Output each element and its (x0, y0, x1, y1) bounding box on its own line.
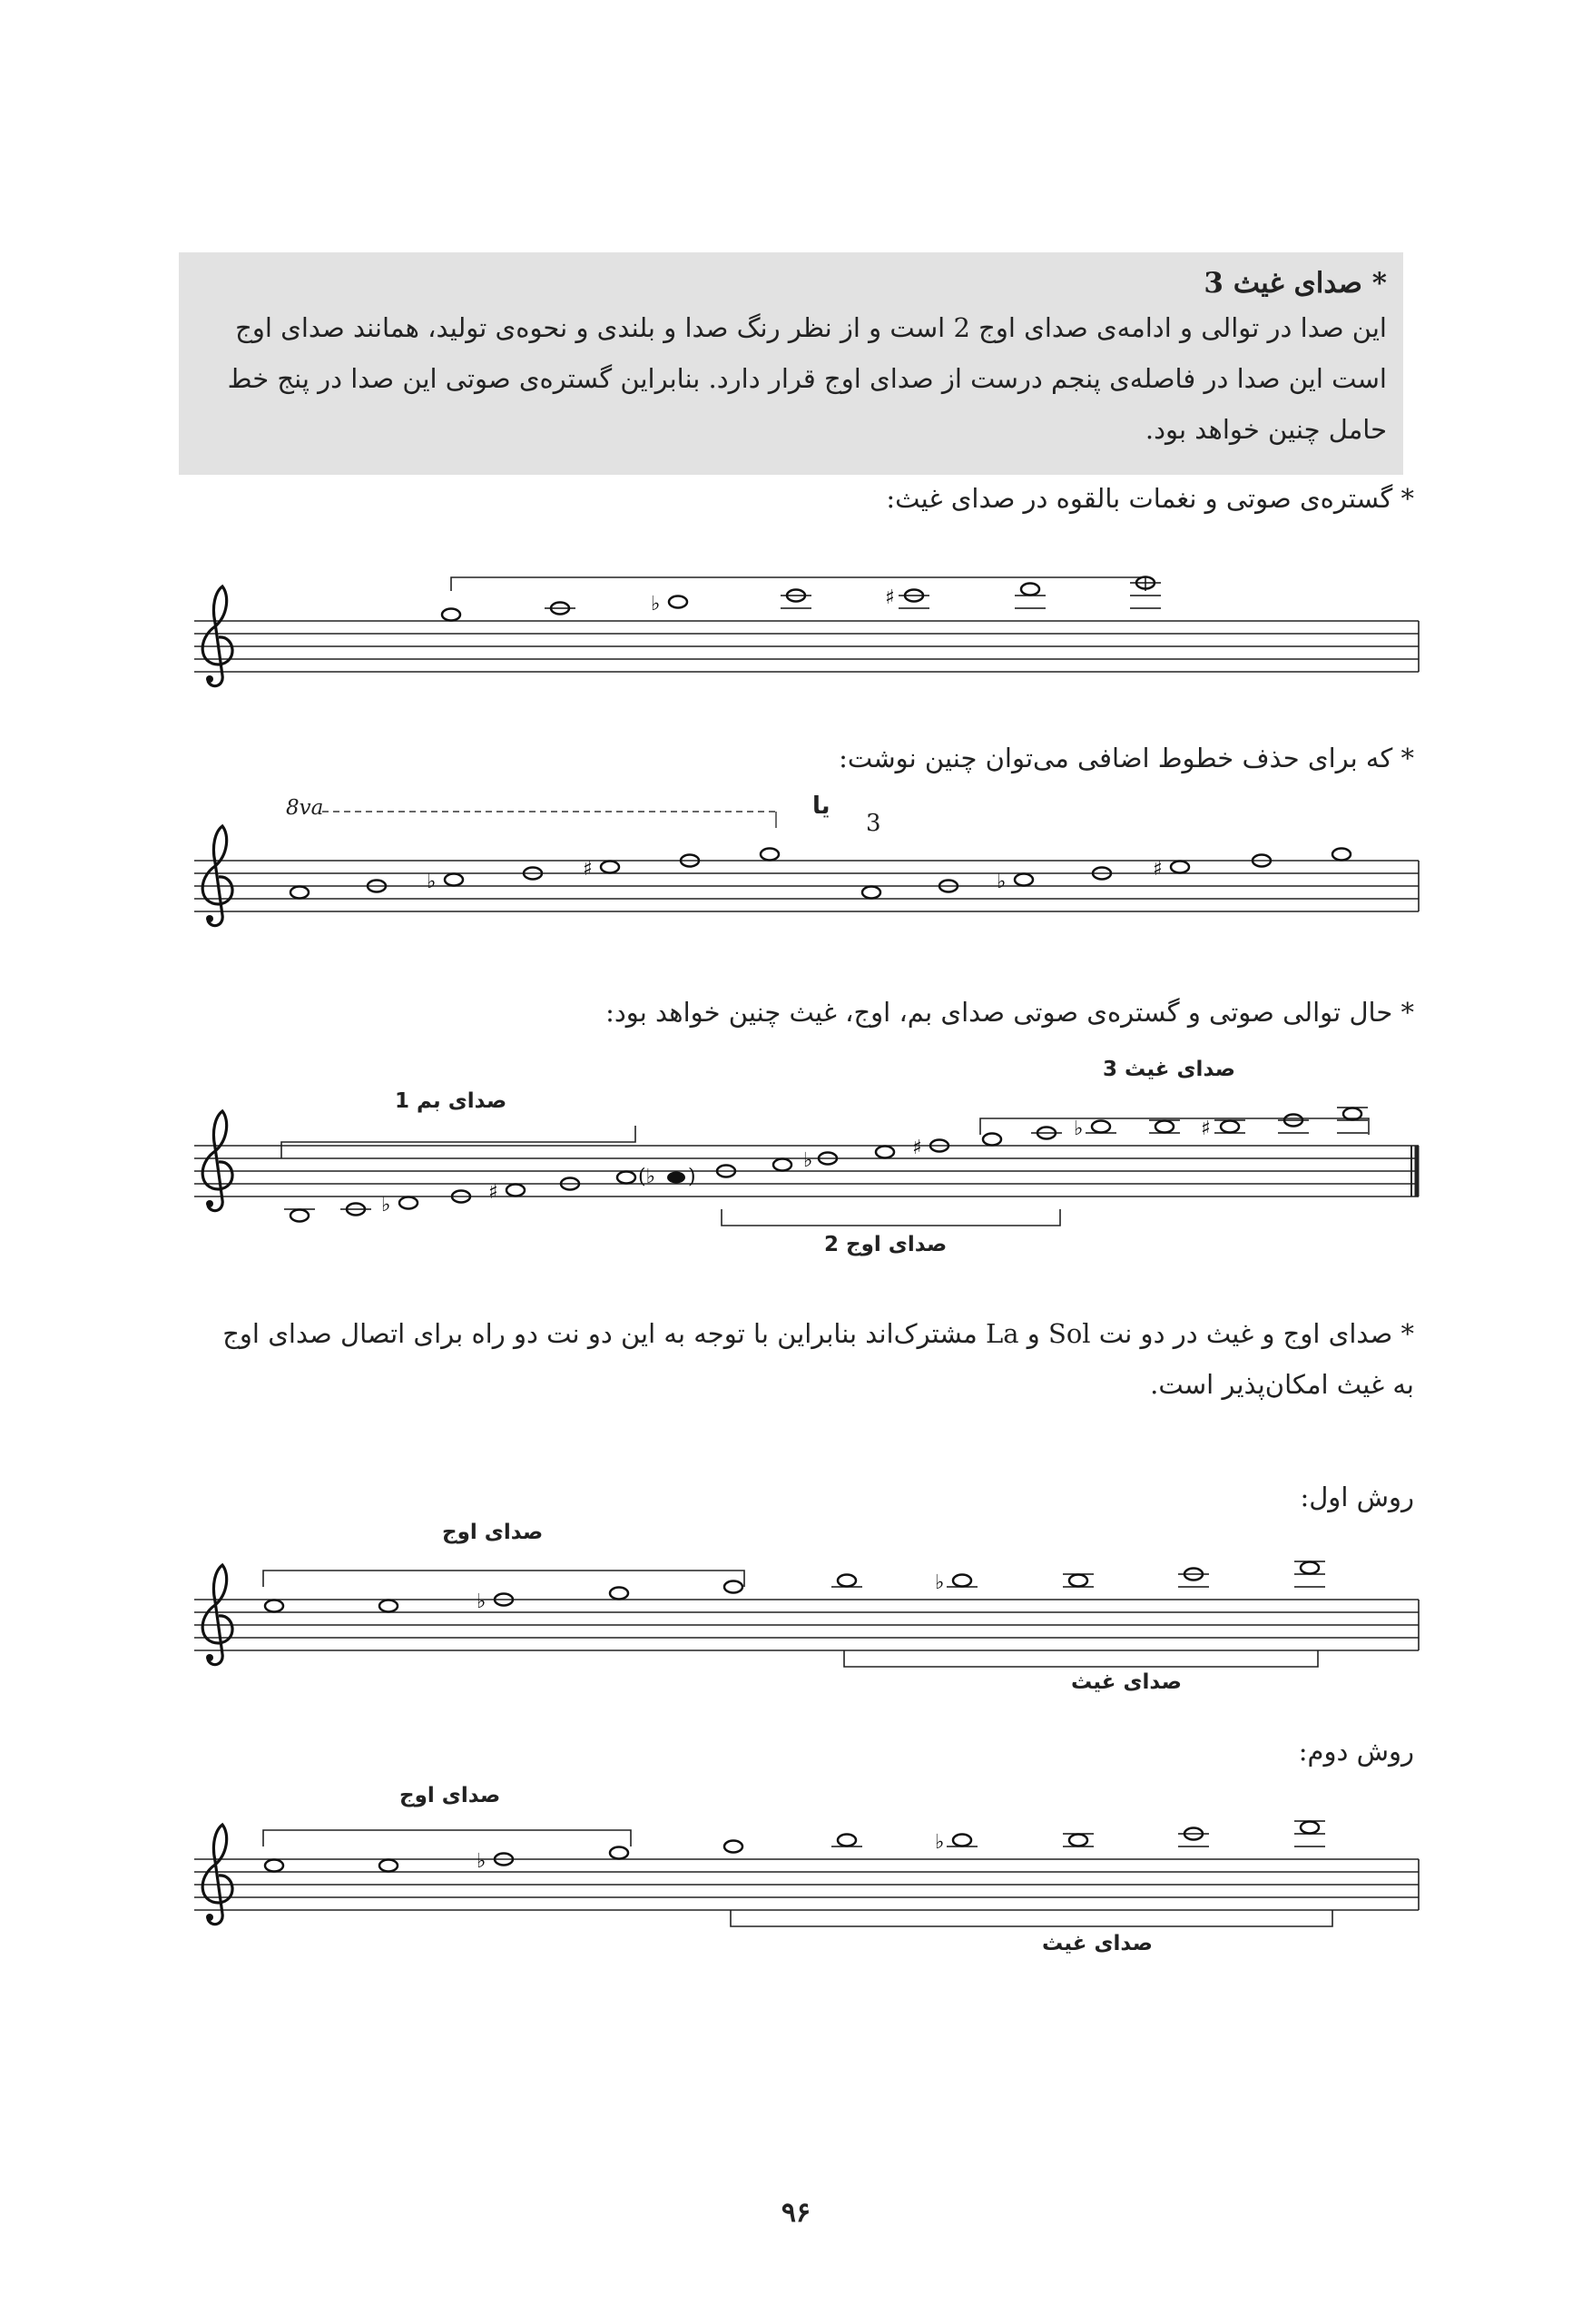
staff-2 (194, 861, 1419, 911)
staff-1 (194, 621, 1419, 672)
staff-3-notes (284, 1108, 1368, 1222)
intro-line: حامل چنین خواهد بود. (1145, 414, 1387, 445)
staff-5-notes (265, 1821, 1325, 1873)
or-label: یا (812, 793, 830, 820)
svg-text:♭: ♭ (477, 1850, 486, 1873)
staff-5 (194, 1859, 1419, 1910)
oj-label: صدای اوج (442, 1521, 544, 1544)
common-notes-line: به غیث امکان‌پذیر است. (1150, 1369, 1414, 1400)
staff-4-notes (265, 1561, 1325, 1613)
svg-text:♭: ♭ (1074, 1118, 1084, 1140)
oj-2-label: صدای اوج 2 (824, 1233, 948, 1256)
svg-text:♯: ♯ (885, 586, 895, 609)
octave-mark: 8va (286, 796, 324, 820)
gheys-3-label: صدای غیث 3 (1103, 1058, 1235, 1081)
bam-1-label: صدای بم 1 (395, 1089, 507, 1113)
gheys-label: صدای غیث (1071, 1670, 1182, 1694)
intro-line: این صدا در توالی و ادامه‌ی صدای اوج 2 است و از نظر رنگ صدا و بلندی و نحوه‌ی تولید، همانند صدای اوج (235, 312, 1387, 343)
svg-text:♯: ♯ (1201, 1118, 1211, 1140)
svg-text:♭: ♭ (935, 1571, 945, 1594)
range-heading: * گستره‌ی صوتی و نغمات بالقوه در صدای غیث: (886, 483, 1414, 514)
svg-text:♭: ♭ (381, 1194, 391, 1216)
svg-text:♯: ♯ (1153, 858, 1163, 881)
svg-text:(♭: (♭ (638, 1166, 655, 1188)
page-number: ۹۶ (781, 2197, 811, 2229)
method1-heading: روش اول: (1300, 1482, 1414, 1512)
svg-text:♭: ♭ (803, 1149, 813, 1172)
svg-text:♭: ♭ (477, 1590, 486, 1613)
svg-text:♭: ♭ (427, 871, 437, 893)
staff-1-notes (442, 577, 1161, 621)
ledger-heading: * که برای حذف خطوط اضافی می‌توان چنین نوشت: (839, 743, 1414, 773)
sequence-heading: * حال توالی صوتی و گستره‌ی صوتی صدای بم، اوج، غیث چنین خواهد بود: (605, 997, 1414, 1028)
triplet-number: 3 (866, 810, 881, 837)
method2-heading: روش دوم: (1298, 1736, 1414, 1767)
oj-label: صدای اوج (399, 1784, 501, 1807)
svg-text:♭: ♭ (651, 593, 661, 615)
svg-text:): ) (688, 1166, 696, 1188)
gheys-label: صدای غیث (1042, 1932, 1153, 1955)
svg-text:♭: ♭ (935, 1831, 945, 1854)
svg-text:♯: ♯ (912, 1137, 922, 1159)
svg-text:♭: ♭ (997, 871, 1007, 893)
staff-4 (194, 1600, 1419, 1650)
section-title: * صدای غیث 3 (1204, 267, 1387, 300)
svg-text:♯: ♯ (583, 858, 593, 881)
svg-text:♯: ♯ (488, 1181, 498, 1204)
intro-line: است این صدا در فاصله‌ی پنجم درست از صدای اوج قرار دارد. بنابراین گستره‌ی صوتی این صدا در پنج خط (227, 363, 1387, 394)
common-notes-line: * صدای اوج و غیث در دو نت Sol و La مشترک‌اند بنابراین با توجه به این دو نت دو راه برای اتصال صدای اوج (222, 1318, 1414, 1349)
